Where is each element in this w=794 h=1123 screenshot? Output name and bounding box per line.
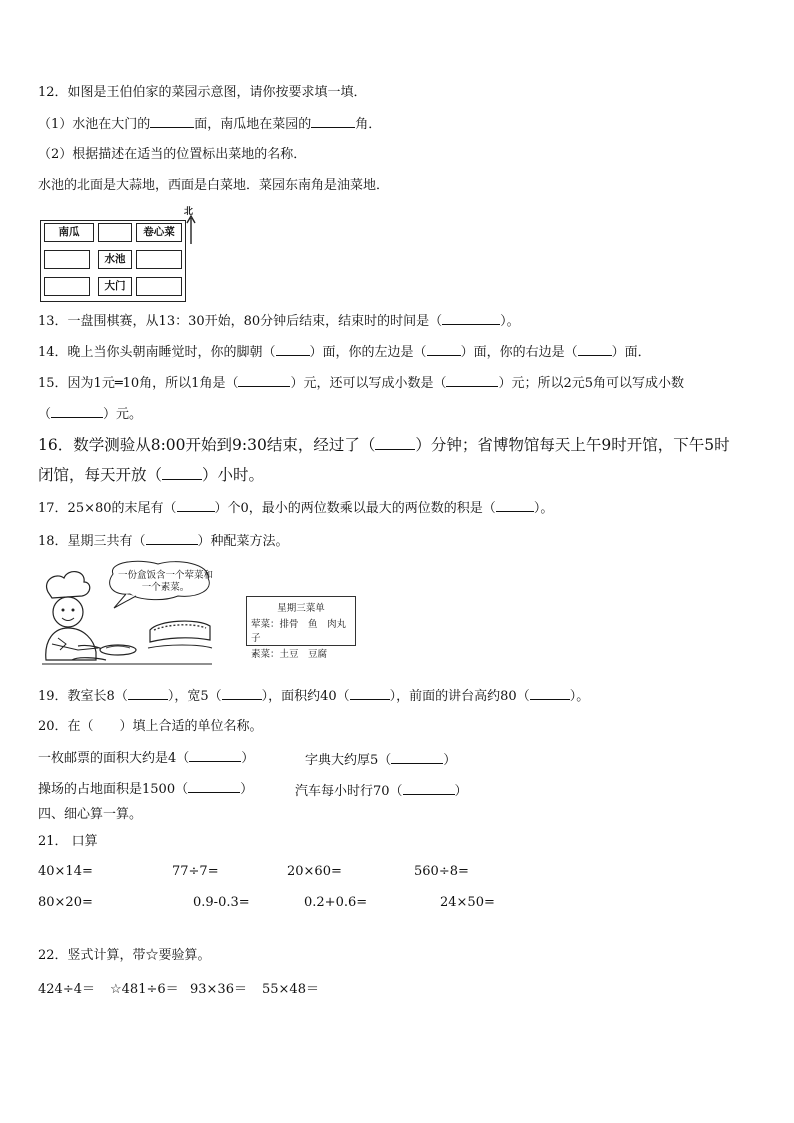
- blank[interactable]: [150, 115, 194, 128]
- calc-item: 24×50=: [440, 895, 495, 910]
- garden-cell: [44, 250, 90, 269]
- section-heading: 四、细心算一算。: [38, 807, 143, 822]
- blank[interactable]: [446, 374, 498, 387]
- q13: 13．一盘围棋赛，从13：30开始，80分钟后结束，结束时的时间是（ ）。: [38, 314, 520, 329]
- garden-cell: [98, 223, 132, 242]
- garden-map: [40, 214, 190, 302]
- blank[interactable]: [189, 749, 241, 762]
- q17: 17．25×80的末尾有（ ）个0，最小的两位数乘以最大的两位数的积是（ ）。: [38, 501, 554, 516]
- menu-meat: 荤菜：排骨 鱼 肉丸子: [251, 619, 347, 644]
- calc-item: 560÷8=: [414, 864, 469, 879]
- q20-row1: 一枚邮票的面积大约是4（ ）: [38, 751, 255, 766]
- blank[interactable]: [496, 499, 534, 512]
- garden-cell: [136, 277, 182, 296]
- q22-title: 22．竖式计算，带☆要验算。: [38, 948, 211, 963]
- menu-veg: 素菜：土豆 豆腐: [251, 649, 328, 660]
- garden-cell: [136, 250, 182, 269]
- north-label: 北: [184, 207, 194, 217]
- q12-part2: （2）根据描述在适当的位置标出菜地的名称．: [38, 147, 307, 162]
- q21-title: 21． 口算: [38, 834, 98, 849]
- blank[interactable]: [222, 687, 262, 700]
- speech-bubble-text: 一份盒饭含一个荤菜和一个素菜。: [118, 570, 214, 593]
- blank[interactable]: [403, 782, 455, 795]
- blank[interactable]: [350, 687, 390, 700]
- calc-item: 40×14=: [38, 864, 93, 879]
- q12-title: 12．如图是王伯伯家的菜园示意图，请你按要求填一填．: [38, 85, 367, 100]
- blank[interactable]: [311, 115, 355, 128]
- q15-line1: 15．因为1元═10角，所以1角是（ ）元，还可以写成小数是（ ）元；所以2元5角可以写成小数: [38, 376, 685, 391]
- q18: 18．星期三共有（ ）种配菜方法。: [38, 534, 289, 549]
- blank[interactable]: [391, 751, 443, 764]
- blank[interactable]: [442, 312, 500, 325]
- q14: 14．晚上当你头朝南睡觉时，你的脚朝（ ）面，你的左边是（ ）面，你的右边是（ ）面．: [38, 345, 651, 360]
- blank[interactable]: [146, 532, 198, 545]
- garden-cell: [44, 277, 90, 296]
- q20-row2-right: 汽车每小时行70（ ）: [295, 784, 468, 799]
- q16-line1: 16．数学测验从8:00开始到9:30结束，经过了（ ）分钟；省博物馆每天上午9时开馆，下午5时: [38, 436, 730, 454]
- q12-description: 水池的北面是大蒜地，西面是白菜地．菜园东南角是油菜地．: [38, 178, 390, 193]
- garden-cell: 水池: [98, 250, 132, 269]
- calc-item: 80×20=: [38, 895, 93, 910]
- calc-item: 20×60=: [287, 864, 342, 879]
- q19: 19．教室长8（ ），宽5（ ），面积约40（ ），前面的讲台高约80（ ）。: [38, 689, 590, 704]
- vertical-calc-item: 424÷4＝: [38, 982, 95, 997]
- blank[interactable]: [177, 499, 215, 512]
- vertical-calc-item: 55×48＝: [262, 982, 319, 997]
- blank[interactable]: [188, 780, 240, 793]
- vertical-calc-item: ☆481÷6＝: [110, 982, 179, 997]
- calc-item: 0.2+0.6=: [304, 895, 368, 910]
- blank[interactable]: [51, 405, 103, 418]
- blank[interactable]: [128, 687, 168, 700]
- q20-row2: 操场的占地面积是1500（ ）: [38, 782, 254, 797]
- q15-line2: （ ）元。: [38, 407, 143, 422]
- blank[interactable]: [530, 687, 570, 700]
- garden-cell: 卷心菜: [136, 223, 182, 242]
- q16-line2: 闭馆，每天开放（ ）小时。: [38, 466, 265, 484]
- menu-card: [246, 596, 356, 660]
- calc-item: 0.9-0.3=: [193, 895, 250, 910]
- garden-cell: 南瓜: [44, 223, 94, 242]
- blank[interactable]: [375, 435, 415, 450]
- blank[interactable]: [276, 343, 310, 356]
- blank[interactable]: [427, 343, 461, 356]
- q12-part1: （1）水池在大门的 面，南瓜地在菜园的 角．: [38, 117, 382, 132]
- blank[interactable]: [162, 465, 202, 480]
- calc-item: 77÷7=: [172, 864, 219, 879]
- q20-row1-right: 字典大约厚5（ ）: [305, 753, 457, 768]
- blank[interactable]: [238, 374, 290, 387]
- vertical-calc-item: 93×36＝: [190, 982, 247, 997]
- north-arrow-icon: [186, 214, 196, 244]
- garden-cell: 大门: [98, 277, 132, 296]
- blank[interactable]: [578, 343, 612, 356]
- chef-illustration: [38, 560, 213, 666]
- q20-title: 20．在（ ）填上合适的单位名称。: [38, 719, 263, 734]
- menu-title: 星期三菜单: [277, 603, 325, 614]
